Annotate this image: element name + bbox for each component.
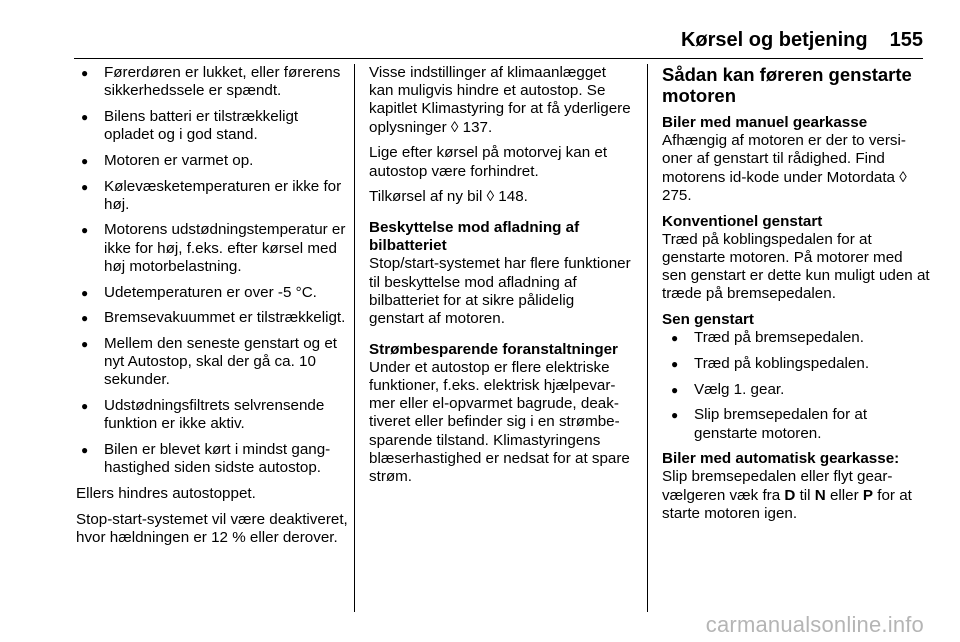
list-item: ● Bilen er blevet kørt i mindst ganghastighed siden sidste autostop. — [76, 441, 351, 477]
column-1 — [76, 64, 351, 554]
gear-n: N — [814, 486, 826, 504]
paragraph: Lige efter kørsel på motorvej kan et autostop være forhindret. — [369, 144, 608, 180]
list-item: ● Kølevæsketemperaturen er ikke for høj. — [76, 178, 351, 214]
watermark: carmanualsonline.info — [705, 612, 924, 637]
subheading: Sen genstart — [662, 311, 754, 329]
paragraph: Stop/start-systemet har flere funktioner til beskyttelse mod afladning af bilbatteriet for at sikre pålidelig genstart af motoren. — [369, 255, 631, 327]
column-2 — [369, 64, 633, 494]
subheading: Beskyttelse mod afladning af bilbatteriet — [369, 218, 580, 255]
list-item: ● Førerdøren er lukket, eller førerens sikkerhedssele er spændt. — [76, 64, 351, 100]
column-3 — [662, 64, 930, 531]
column-divider-2 — [647, 64, 648, 612]
chapter-title: Kørsel og betjening — [680, 29, 868, 51]
paragraph: Stop-start-systemet vil være deaktiveret, hvor hældningen er 12 % eller derover. — [76, 510, 348, 546]
paragraph: Tilkørsel af ny bil ◊ 148. — [369, 188, 528, 206]
list-item: ● Bremsevakuummet er tilstrækkeligt. — [76, 309, 351, 327]
list-item: ● Træd på bremsepedalen. — [666, 329, 930, 347]
text-run: for at starte motoren igen. — [662, 486, 912, 522]
paragraph: Visse indstillinger af klimaanlægget kan muligvis hindre et autostop. Se kapitlet Klimastyring for at få yderligere oplysninger ◊ 137. — [369, 64, 631, 136]
list-item: ● Slip bremsepedalen for at genstarte motoren. — [666, 406, 930, 442]
list-item: ● Udetemperaturen er over -5 °C. — [76, 284, 351, 302]
conditions-list — [76, 64, 351, 477]
paragraph: Træd på koblingspedalen for at genstarte motoren. På motorer med sen genstart er dette kun muligt uden at træde på bremsepedalen. — [662, 230, 930, 303]
subheading: Biler med automatisk gearkasse: — [662, 450, 900, 468]
subheading: Biler med manuel gearkasse — [662, 114, 868, 131]
page-header — [681, 28, 923, 52]
list-item: ● Vælg 1. gear. — [666, 381, 930, 399]
text-run: Slip bremsepedalen eller flyt gearvælgeren væk fra — [662, 468, 893, 504]
page-number: 155 — [889, 29, 923, 51]
list-item: ● Motorens udstødningstemperatur er ikke for høj, f.eks. efter kørsel med høj motorbelastning. — [76, 221, 351, 276]
list-item: ● Træd på koblingspedalen. — [666, 355, 930, 373]
header-rule — [74, 58, 923, 59]
paragraph: Ellers hindres autostoppet. — [76, 484, 256, 502]
list-item: ● Bilens batteri er tilstrækkeligt opladet og i god stand. — [76, 108, 351, 144]
column-divider-1 — [354, 64, 355, 612]
subheading: Konventionel genstart — [662, 212, 823, 230]
list-item: ● Motoren er varmet op. — [76, 152, 351, 170]
section-heading: Sådan kan føreren genstarte motoren — [662, 64, 912, 106]
paragraph: Under et autostop er flere elektriske funktioner, f.eks. elektrisk hjælpevarmer eller el-opvarmet bagrude, deaktiveret eller befinder sig i en strømbesparende tilstand. Klimastyringens blæserhastighed er nedsat for at spare strøm. — [369, 358, 630, 486]
gear-d: D — [784, 486, 796, 504]
paragraph: Afhængig af motoren er der to versioner af genstart til rådighed. Find motorens id-kode under Motordata ◊ 275. — [662, 132, 907, 204]
paragraph — [662, 468, 930, 523]
list-item: ● Mellem den seneste genstart og et nyt Autostop, skal der gå ca. 10 sekunder. — [76, 335, 351, 390]
gear-p: P — [862, 486, 874, 504]
subheading: Strømbesparende foranstaltninger — [369, 340, 618, 358]
late-restart-list — [662, 329, 930, 443]
list-item: ● Udstødningsfiltrets selvrensende funktion er ikke aktiv. — [76, 397, 351, 433]
text-run: til — [795, 486, 815, 504]
text-run: eller — [825, 486, 863, 504]
